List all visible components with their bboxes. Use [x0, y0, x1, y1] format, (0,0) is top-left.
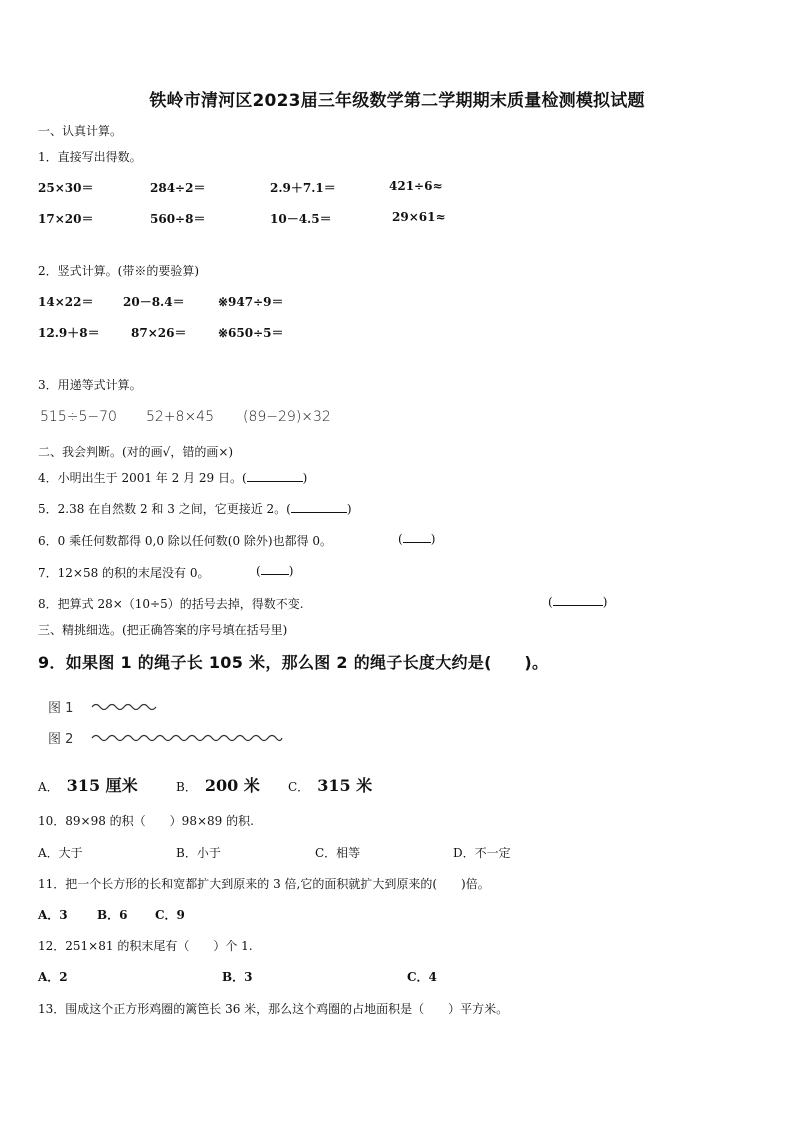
- question-6: 6．0 乘任何数都得 0,0 除以任何数(0 除外)也都得 0。: [38, 534, 333, 548]
- question-text: 4．小明出生于 2001 年 2 月 29 日。(: [38, 471, 247, 485]
- formula-item: (89−29)×32: [243, 409, 331, 425]
- calc-item: 17×20＝: [38, 212, 94, 226]
- q9-option-b[interactable]: B． 200 米: [176, 776, 260, 795]
- question-5: [38, 500, 352, 517]
- section-2-heading: 二、我会判断。(对的画√，错的画×): [38, 445, 234, 459]
- question-text: 5．2.38 在自然数 2 和 3 之间，它更接近 2。(: [38, 502, 291, 516]
- calc-item: 87×26＝: [131, 326, 187, 340]
- question-11: 11．把一个长方形的长和宽都扩大到原来的 3 倍,它的面积就扩大到原来的( )倍。: [38, 877, 490, 891]
- calc-item: 421÷6≈: [389, 179, 443, 193]
- rope-figure-1: [90, 700, 162, 714]
- formula-item: 515÷5−70: [40, 409, 117, 425]
- question-13: 13．围成这个正方形鸡圈的篱笆长 36 米，那么这个鸡圈的占地面积是（ ）平方米。: [38, 1002, 509, 1016]
- calc-item: 560÷8＝: [150, 212, 206, 226]
- question-7-answer: ( ): [256, 564, 294, 578]
- calc-item: 25×30＝: [38, 181, 94, 195]
- q11-option-b[interactable]: B．6: [97, 908, 128, 922]
- q9-option-c[interactable]: C． 315 米: [288, 776, 373, 795]
- figure-2-label: 图 2: [48, 732, 74, 747]
- question-12: 12．251×81 的积末尾有（ ）个 1.: [38, 939, 253, 953]
- q9-option-a[interactable]: A． 315 厘米: [38, 776, 138, 795]
- question-8: 8．把算式 28×（10÷5）的括号去掉，得数不变.: [38, 597, 304, 611]
- rope-figure-2: [90, 731, 286, 745]
- answer-blank[interactable]: [261, 564, 289, 575]
- calc-item: 29×61≈: [392, 210, 446, 224]
- bracket-close: ): [346, 502, 352, 516]
- figure-1-label: 图 1: [48, 701, 74, 716]
- page-title: 铁岭市清河区2023届三年级数学第二学期期末质量检测模拟试题: [149, 91, 645, 111]
- section-1-heading: 一、认真计算。: [38, 124, 123, 138]
- q12-option-a[interactable]: A．2: [38, 970, 68, 984]
- question-9: 9．如果图 1 的绳子长 105 米，那么图 2 的绳子长度大约是( )。: [38, 653, 549, 672]
- answer-blank[interactable]: [553, 595, 603, 606]
- q10-option-d[interactable]: D．不一定: [453, 846, 511, 860]
- question-10: 10．89×98 的积（ ）98×89 的积.: [38, 814, 254, 828]
- calc-item: 10－4.5＝: [270, 212, 332, 226]
- question-3-label: 3．用递等式计算。: [38, 378, 142, 392]
- calc-item: 2.9＋7.1＝: [270, 181, 336, 195]
- question-1-label: 1．直接写出得数。: [38, 150, 142, 164]
- calc-item: 20－8.4＝: [123, 295, 185, 309]
- calc-item: 284÷2＝: [150, 181, 206, 195]
- question-7: 7．12×58 的积的末尾没有 0。: [38, 566, 210, 580]
- answer-blank[interactable]: [291, 502, 347, 513]
- calc-item: ※947÷9＝: [218, 295, 284, 309]
- calc-item: ※650÷5＝: [218, 326, 284, 340]
- q10-option-c[interactable]: C．相等: [315, 846, 361, 860]
- q11-option-a[interactable]: A．3: [38, 908, 68, 922]
- question-6-answer: ( ): [398, 532, 436, 546]
- bracket-close: ): [302, 471, 308, 485]
- q10-option-b[interactable]: B．小于: [176, 846, 221, 860]
- question-8-answer: ( ): [548, 595, 608, 609]
- section-3-heading: 三、精挑细选。(把正确答案的序号填在括号里): [38, 623, 288, 637]
- question-4: [38, 469, 307, 486]
- answer-blank[interactable]: [403, 532, 431, 543]
- question-2-label: 2．竖式计算。(带※的要验算): [38, 264, 199, 278]
- answer-blank[interactable]: [247, 471, 303, 482]
- q12-option-b[interactable]: B．3: [222, 970, 253, 984]
- q11-option-c[interactable]: C．9: [155, 908, 185, 922]
- calc-item: 12.9＋8＝: [38, 326, 100, 340]
- calc-item: 14×22＝: [38, 295, 94, 309]
- q12-option-c[interactable]: C．4: [407, 970, 437, 984]
- formula-item: 52+8×45: [146, 409, 214, 425]
- q10-option-a[interactable]: A．大于: [38, 846, 83, 860]
